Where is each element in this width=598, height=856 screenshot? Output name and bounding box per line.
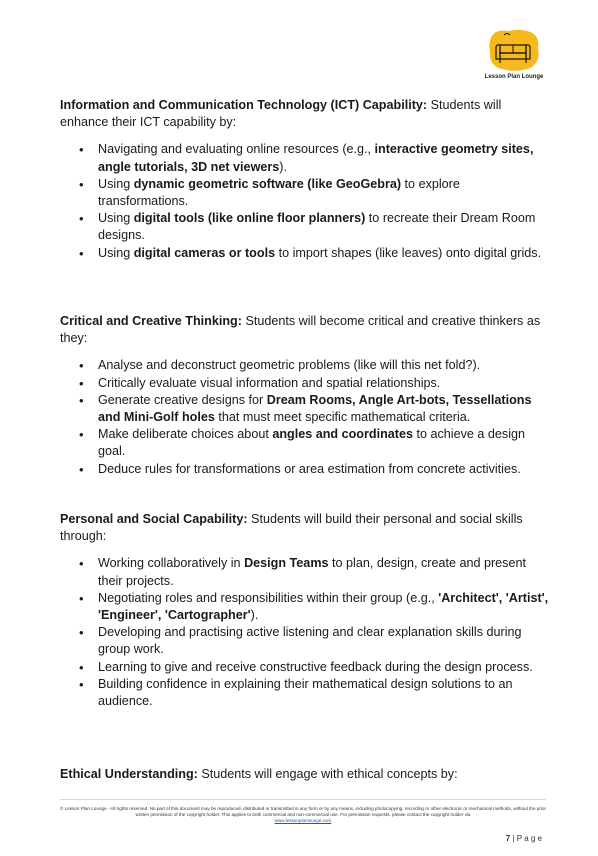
item-text: Make deliberate choices about — [98, 427, 273, 442]
website-link[interactable]: www.lessonplanlounge.com — [274, 818, 332, 824]
item-text: Using — [98, 211, 134, 226]
item-emphasis: Dream Rooms, Angle Art-bots, Tessellations and Mini-Golf holes — [98, 392, 532, 425]
item-text: Deduce rules for transformations or area estimation from concrete activities. — [98, 461, 521, 476]
item-emphasis: digital tools (like online floor planners) — [133, 211, 366, 226]
item-text: ). — [279, 159, 287, 174]
section-intro — [60, 766, 550, 783]
item-text: to plan, design, create and present their projects. — [98, 556, 526, 588]
list-item — [98, 676, 550, 710]
list-item — [98, 392, 550, 426]
item-text: Generate creative designs for — [98, 392, 267, 407]
section-intro-text: Students will engage with ethical concepts by: — [197, 767, 458, 781]
section-intro — [60, 313, 550, 347]
section-heading: Personal and Social Capability: — [60, 512, 248, 526]
section-heading: Critical and Creative Thinking: — [60, 314, 242, 328]
item-text: Developing and practising active listening and clear explanation skills during group work. — [98, 625, 522, 657]
list-item — [98, 245, 550, 262]
item-text: Working collaboratively in — [98, 556, 245, 571]
item-text: Learning to give and receive constructive feedback during the design process. — [98, 659, 533, 674]
item-text: Using — [98, 176, 134, 191]
list-item — [98, 176, 550, 210]
list-item — [98, 461, 550, 478]
section-heading: Information and Communication Technology (ICT) Capability: — [60, 98, 428, 112]
critical-creative-thinking-section — [60, 313, 550, 478]
list-item — [98, 555, 550, 589]
logo-text: Lesson Plan Lounge — [484, 74, 544, 80]
list-item — [98, 357, 550, 374]
item-text: Analyse and deconstruct geometric problems (like will this net fold?). — [98, 358, 481, 373]
item-emphasis: digital cameras or tools — [133, 245, 276, 260]
item-text: Navigating and evaluating online resources (e.g., — [98, 142, 375, 157]
item-emphasis: dynamic geometric software (like GeoGebra) — [133, 176, 402, 191]
ethical-understanding-section — [60, 766, 550, 783]
section-intro-text: Students will become critical and creative thinkers as they: — [60, 314, 541, 346]
page-label: | P a g e — [512, 834, 542, 843]
item-text: Using — [98, 245, 134, 260]
item-text: to explore transformations. — [98, 176, 460, 209]
section-intro-text: Students will enhance their ICT capability by: — [60, 98, 502, 130]
item-text: to import shapes (like leaves) onto digital grids. — [275, 245, 542, 260]
page-number-value: 7 — [505, 834, 511, 843]
bullet-list — [60, 357, 550, 477]
personal-social-capability-section — [60, 511, 550, 710]
list-item — [98, 210, 550, 244]
copyright-text: © Lesson Plan Lounge - All rights reserved. No part of this document may be reproduced, distributed or transmitted in any form or by any means, including photocopying, recording or other electronic or mechanical methods, without the prior written permission of the copyright holder. This applies to both commercial and non-commercial use. For permission requests, please contact the copyright holder via — [60, 806, 546, 818]
item-emphasis: 'Architect', 'Artist', 'Engineer', 'Cartographer' — [98, 590, 549, 623]
bullet-list — [60, 141, 550, 261]
item-emphasis: angles and coordinates — [272, 427, 413, 442]
copyright-notice — [60, 806, 546, 825]
footer-divider — [60, 799, 546, 800]
item-text: that must meet specific mathematical criteria. — [214, 410, 471, 425]
list-item — [98, 375, 550, 392]
section-heading: Ethical Understanding: — [60, 767, 198, 781]
item-text: ). — [250, 608, 259, 623]
bullet-list — [60, 555, 550, 710]
item-text: Critically evaluate visual information and spatial relationships. — [98, 375, 441, 390]
list-item — [98, 426, 550, 460]
ict-capability-section — [60, 97, 550, 262]
item-text: to achieve a design goal. — [98, 427, 526, 459]
list-item — [98, 141, 550, 175]
item-text: Building confidence in explaining their mathematical design solutions to an audience. — [98, 676, 513, 709]
section-intro — [60, 511, 550, 545]
list-item — [98, 659, 550, 676]
item-text: Negotiating roles and responsibilities within their group (e.g., — [98, 590, 439, 605]
list-item — [98, 624, 550, 658]
item-emphasis: interactive geometry sites, angle tutorials, 3D net viewers — [98, 142, 534, 174]
item-emphasis: Design Teams — [244, 556, 329, 571]
item-text: to recreate their Dream Room designs. — [98, 211, 536, 243]
page-number — [506, 834, 542, 843]
sofa-logo-icon — [486, 28, 542, 74]
section-intro-text: Students will build their personal and social skills through: — [60, 512, 523, 544]
list-item — [98, 590, 550, 624]
lesson-plan-lounge-logo — [478, 28, 550, 84]
section-intro — [60, 97, 550, 131]
